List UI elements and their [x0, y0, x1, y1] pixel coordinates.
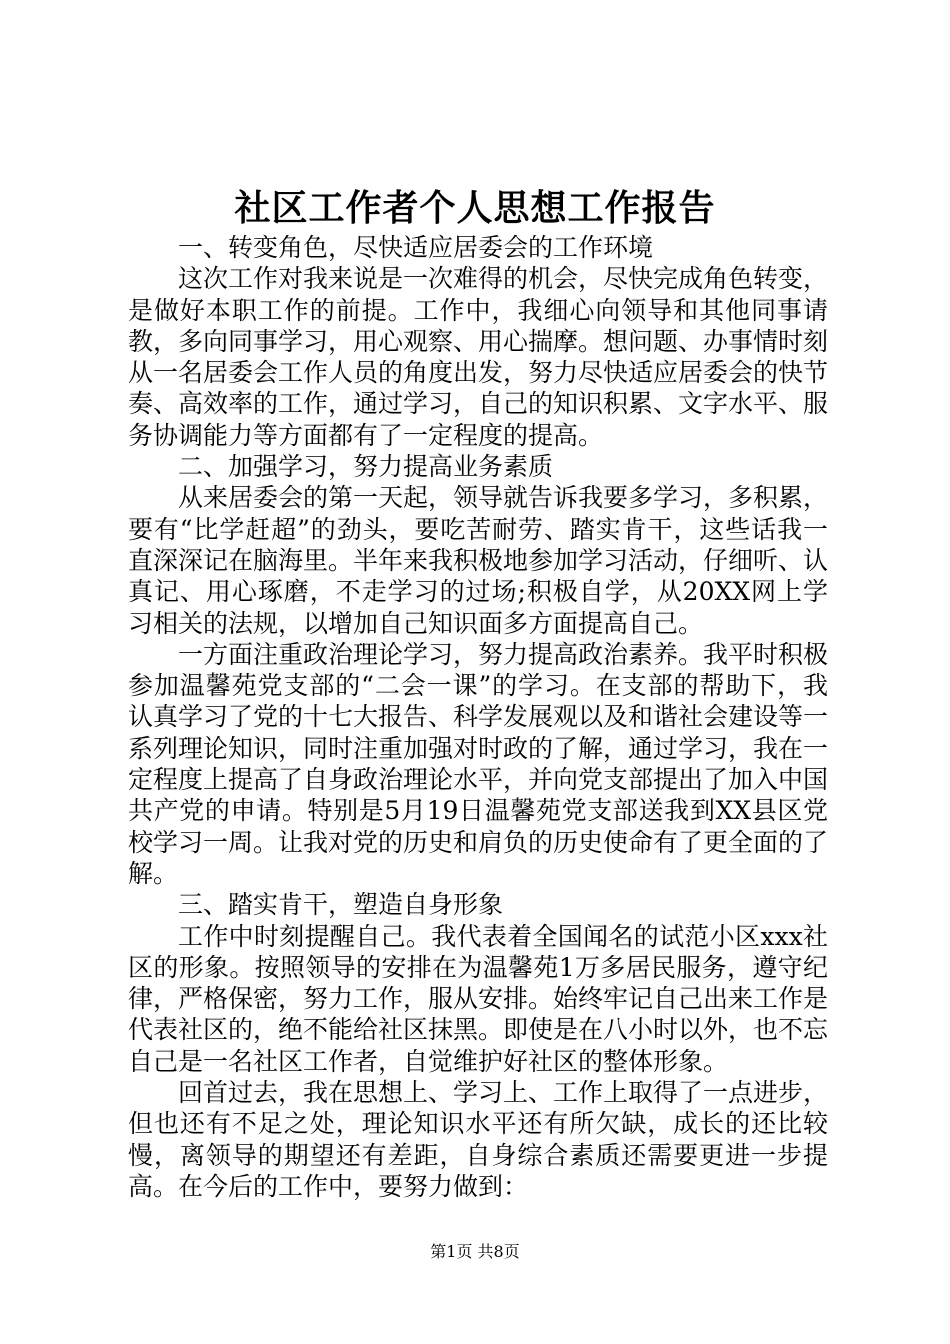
paragraph-5: 回首过去，我在思想上、学习上、工作上取得了一点进步，但也还有不足之处，理论知识水平还有所欠缺，成长的还比较慢，离领导的期望还有差距，自身综合素质还需要更进一步提高。在今后的工作中，要努力做到： — [128, 1078, 829, 1201]
page-footer: 第1页 共8页 — [430, 1242, 520, 1261]
paragraph-1: 这次工作对我来说是一次难得的机会，尽快完成角色转变，是做好本职工作的前提。工作中，我细心向领导和其他同事请教，多向同事学习，用心观察、用心揣摩。想问题、办事情时刻从一名居委会工作人员的角度出发，努力尽快适应居委会的快节奏、高效率的工作，通过学习，自己的知识积累、文字水平、服务协调能力等方面都有了一定程度的提高。 — [128, 264, 829, 450]
document-body — [128, 232, 828, 1202]
paragraph-2: 从来居委会的第一天起，领导就告诉我要多学习，多积累，要有“比学赶超”的劲头，要吃苦耐劳、踏实肯干，这些话我一直深深记在脑海里。半年来我积极地参加学习活动，仔细听、认真记、用心琢磨，不走学习的过场;积极自学，从20XX网上学习相关的法规，以增加自己知识面多方面提高自己。 — [128, 483, 829, 638]
section-heading-3: 三、踏实肯干，塑造自身形象 — [178, 890, 504, 920]
section-heading-2: 二、加强学习，努力提高业务素质 — [178, 452, 554, 482]
paragraph-4: 工作中时刻提醒自己。我代表着全国闻名的试范小区xxx社区的形象。按照领导的安排在为温馨苑1万多居民服务，遵守纪律，严格保密，努力工作，服从安排。始终牢记自己出来工作是代表社区的，绝不能给社区抹黑。即使是在八小时以外，也不忘自己是一名社区工作者，自觉维护好社区的整体形象。 — [128, 921, 829, 1076]
section-heading-1: 一、转变角色，尽快适应居委会的工作环境 — [178, 233, 654, 262]
document-title: 社区工作者个人思想工作报告 — [234, 187, 716, 229]
paragraph-3: 一方面注重政治理论学习，努力提高政治素养。我平时积极参加温馨苑党支部的“二会一课”的学习。在支部的帮助下，我认真学习了党的十七大报告、科学发展观以及和谐社会建设等一系列理论知识，同时注重加强对时政的了解，通过学习，我在一定程度上提高了自身政治理论水平，并向党支部提出了加入中国共产党的申请。特别是5月19日温馨苑党支部送我到XX县区党校学习一周。让我对党的历史和肩负的历史使命有了更全面的了解。 — [128, 639, 829, 888]
